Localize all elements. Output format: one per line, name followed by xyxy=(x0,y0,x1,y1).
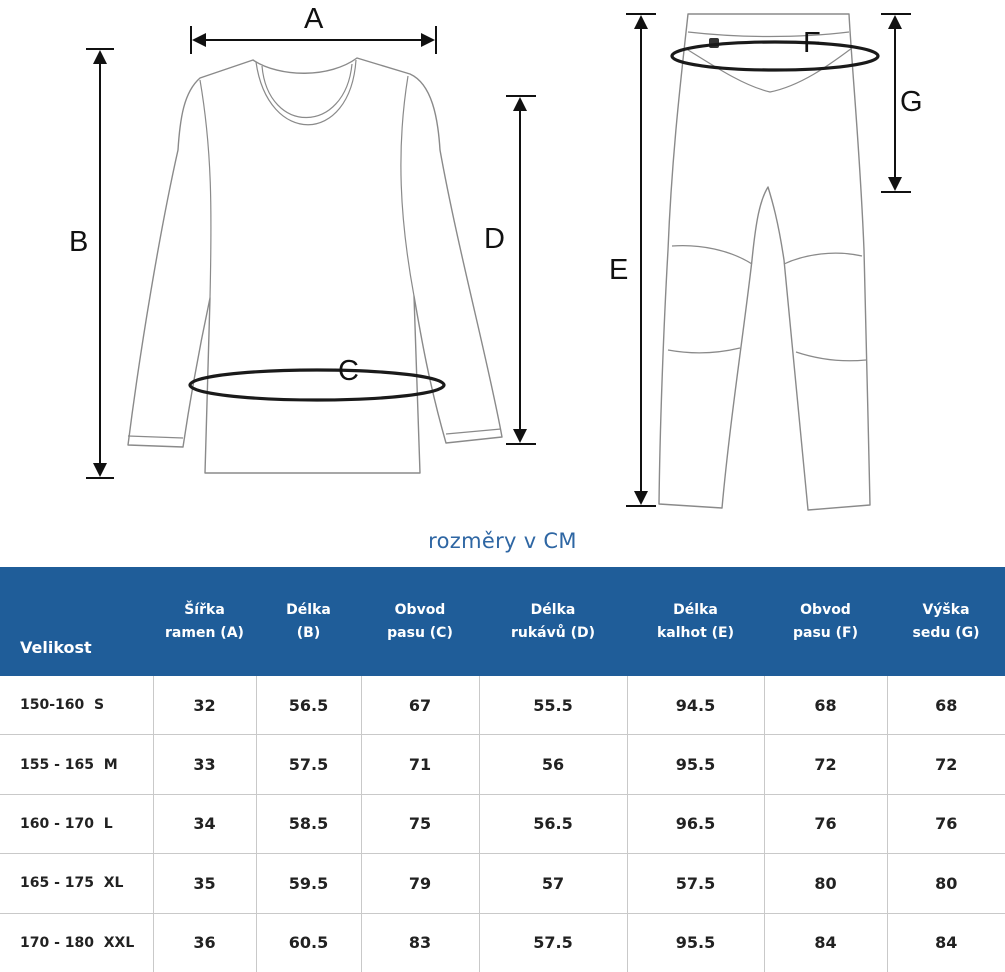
label-g: G xyxy=(900,86,923,118)
table-row xyxy=(0,794,1005,853)
header-rise-height: Výška sedu (G) xyxy=(887,567,1005,676)
table-cell: 95.5 xyxy=(627,735,764,794)
header-shoulder-width: Šířka ramen (A) xyxy=(153,567,256,676)
size-cell: 155 - 165 M xyxy=(0,735,153,794)
dimension-e xyxy=(626,14,656,506)
table-cell: 68 xyxy=(887,676,1005,735)
table-cell: 72 xyxy=(764,735,887,794)
table-cell: 76 xyxy=(764,794,887,853)
table-cell: 94.5 xyxy=(627,676,764,735)
label-c: C xyxy=(338,355,359,387)
pants-outline xyxy=(659,14,870,510)
table-cell: 58.5 xyxy=(256,794,361,853)
table-cell: 57.5 xyxy=(627,854,764,913)
label-b: B xyxy=(69,226,89,258)
table-cell: 57.5 xyxy=(256,735,361,794)
table-cell: 84 xyxy=(764,913,887,972)
header-sleeve-length: Délka rukávů (D) xyxy=(479,567,627,676)
table-cell: 56 xyxy=(479,735,627,794)
table-header-row xyxy=(0,567,1005,676)
label-f: F xyxy=(803,27,821,59)
shirt-drawing xyxy=(128,58,502,473)
table-cell: 96.5 xyxy=(627,794,764,853)
table-row xyxy=(0,913,1005,972)
pants-drawing xyxy=(659,14,870,510)
table-row xyxy=(0,676,1005,735)
table-cell: 35 xyxy=(153,854,256,913)
table-cell: 36 xyxy=(153,913,256,972)
units-caption: rozměry v CM xyxy=(428,529,577,553)
size-cell: 165 - 175 XL xyxy=(0,854,153,913)
table-cell: 68 xyxy=(764,676,887,735)
size-cell: 150-160 S xyxy=(0,676,153,735)
table-cell: 55.5 xyxy=(479,676,627,735)
table-cell: 59.5 xyxy=(256,854,361,913)
table-cell: 72 xyxy=(887,735,1005,794)
header-size: Velikost xyxy=(0,567,153,676)
table-cell: 60.5 xyxy=(256,913,361,972)
shirt-outline xyxy=(128,58,502,473)
table-cell: 83 xyxy=(361,913,479,972)
header-length: Délka (B) xyxy=(256,567,361,676)
label-e: E xyxy=(609,254,629,286)
table-cell: 33 xyxy=(153,735,256,794)
header-waist-c: Obvod pasu (C) xyxy=(361,567,479,676)
table-cell: 84 xyxy=(935,933,958,953)
table-row xyxy=(0,854,1005,913)
table-row xyxy=(0,735,1005,794)
table-cell: 34 xyxy=(153,794,256,853)
table-cell: 80 xyxy=(764,854,887,913)
table-cell: 56.5 xyxy=(256,676,361,735)
dimension-d xyxy=(506,96,536,444)
table-cell: 32 xyxy=(153,676,256,735)
table-cell: 57 xyxy=(479,854,627,913)
table-cell: 56.5 xyxy=(479,794,627,853)
table-cell: 76 xyxy=(887,794,1005,853)
label-d: D xyxy=(484,223,505,255)
size-cell: 160 - 170 L xyxy=(0,794,153,853)
table-cell: 57.5 xyxy=(479,913,627,972)
table-cell: 79 xyxy=(361,854,479,913)
table-cell: 67 xyxy=(361,676,479,735)
table-cell: 80 xyxy=(887,854,1005,913)
label-a: A xyxy=(304,3,324,35)
header-waist-f: Obvod pasu (F) xyxy=(764,567,887,676)
table-cell: 71 xyxy=(361,735,479,794)
table-cell: 75 xyxy=(361,794,479,853)
dimension-b xyxy=(86,49,114,478)
size-table xyxy=(0,567,1005,972)
size-cell: 170 - 180 XXL xyxy=(0,913,153,972)
header-pants-length: Délka kalhot (E) xyxy=(627,567,764,676)
table-cell: 95.5 xyxy=(627,913,764,972)
